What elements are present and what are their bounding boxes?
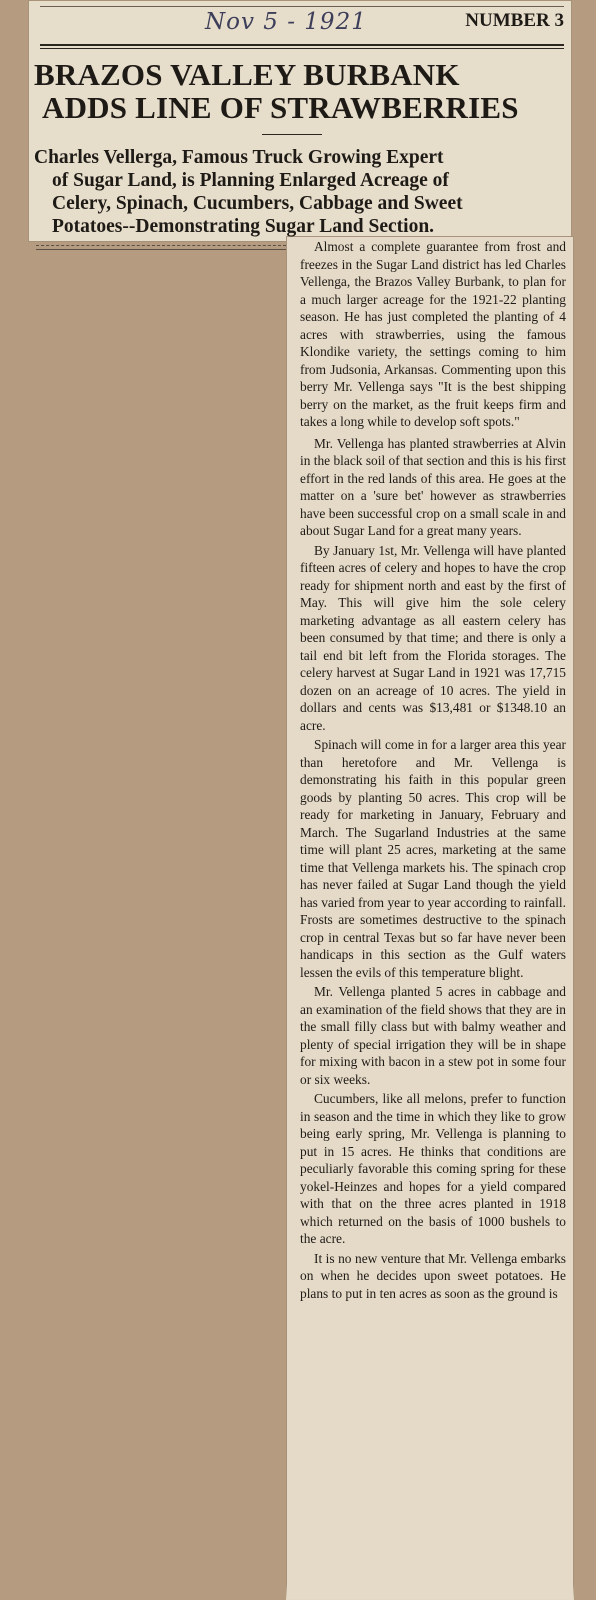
headline-line-1: BRAZOS VALLEY BURBANK (34, 57, 460, 92)
subhead-line-4: Potatoes--Demonstrating Sugar Land Section. (52, 216, 435, 237)
article-paragraph: By January 1st, Mr. Vellenga will have planted fifteen acres of celery and hopes to have the crop ready for shipment north and east by the first of May. This will give him the sole celery marketing advantage as all eastern celery has been consumed by that time; and there is only a tail end bit left from the Florida storages. The celery harvest at Sugar Land in 1921 was 17,715 dozen on an acreage of 10 acres. The yield in dollars and cents was $13,481 or $1348.10 an acre. (300, 542, 566, 733)
headline-divider (262, 134, 322, 135)
article-paragraph: Cucumbers, like all melons, prefer to function in season and the time in which they like to grow being early spring, Mr. Vellenga is planning to put in 15 acres. He thinks that conditions are peculiarly favorable this coming spring for these yokel-Heinzes and hopes for a yield compared with that on the three acres planted in 1918 which returned on the basis of 1000 bushels to the acre. (300, 1091, 566, 1246)
subhead-line-3: Celery, Spinach, Cucumbers, Cabbage and Sweet (52, 193, 463, 214)
section-divider-dashed (36, 245, 286, 246)
subhead-line-2: of Sugar Land, is Planning Enlarged Acreage of (52, 170, 449, 191)
section-divider-solid (36, 249, 286, 250)
article-body (300, 238, 566, 1304)
article-paragraph: Almost a complete guarantee from frost and freezes in the Sugar Land district has led Charles Vellenga, the Brazos Valley Burbank, to plan for a much larger acreage for the 1921-22 planting season. He has just completed the planting of 4 acres with strawberries, using the famous Klondike variety, the settings coming to him from Judsonia, Arkansas. Commenting upon this berry Mr. Vellenga says "It is the best shipping berry on the market, as the fruit keeps firm and takes a long while to develop soft spots." (300, 239, 566, 429)
header-rule-thin (40, 48, 564, 49)
article-paragraph: It is no new venture that Mr. Vellenga embarks on when he decides upon sweet potatoes. He plans to put in ten acres as soon as the ground is (300, 1250, 566, 1301)
headline (34, 58, 574, 124)
headline-line-2: ADDS LINE OF STRAWBERRIES (42, 90, 519, 125)
header-rule-thick (40, 44, 564, 46)
article-paragraph: Mr. Vellenga planted 5 acres in cabbage and an examination of the field shows that they are in the small filly class but with balmy weather and plenty of special irrigation they will be in shape for mixing with bacon in a stew pot in some four or six weeks. (300, 984, 566, 1087)
article-paragraph: Mr. Vellenga has planted strawberries at Alvin in the black soil of that section and this is his first effort in the red lands of this area. He goes at the matter on a 'sure bet' however as strawberries have been successful crop on a small scale in and about Sugar Land for a great many years. (300, 435, 566, 538)
subhead-line-1: Charles Vellerga, Famous Truck Growing Expert (34, 147, 444, 168)
issue-number: NUMBER 3 (465, 10, 564, 31)
top-rule (40, 6, 564, 7)
article-paragraph: Spinach will come in for a larger area this year than heretofore and Mr. Vellenga is demonstrating his faith in this popular green goods by planting 50 acres. This crop will be ready for marketing in January, February and March. The Sugarland Industries at the same time will plant 25 acres, marketing at the same time that Vellenga markets his. The spinach crop has never failed at Sugar Land though the yield has varied from year to year according to rainfall. Frosts are sometimes destructive to the spinach crop in central Texas but so far have never been handicaps in this section as the Gulf waters lessen the evils of this temperature blight. (300, 737, 566, 980)
handwritten-date: Nov 5 - 1921 (205, 9, 367, 35)
clipping-cut-edge (286, 1584, 574, 1600)
subheadline (34, 146, 568, 238)
